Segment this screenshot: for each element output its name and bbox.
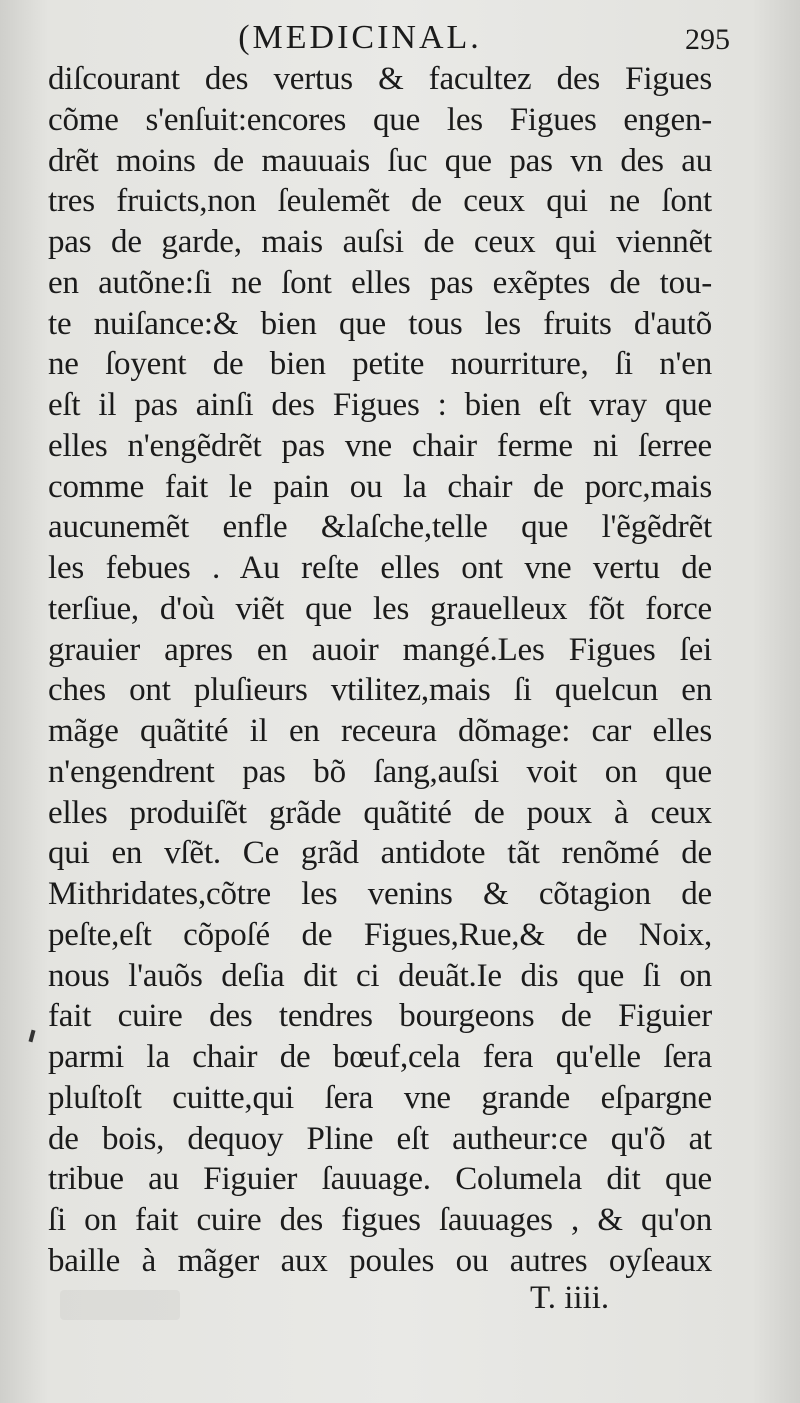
text-line: aucunemẽt enfle &laſche,telle que l'ẽgẽdrẽt <box>48 509 712 546</box>
text-line: Mithridates,cõtre les venins & cõtagion de <box>48 876 712 912</box>
text-line: te nuiſance:& bien que tous les fruits d'autõ <box>48 305 712 342</box>
text-line: terſiue, d'où viẽt que les grauelleux fõt force <box>48 590 712 627</box>
text-line: en autõne:ſi ne ſont elles pas exẽptes de tou- <box>48 264 712 301</box>
text-line: pluſtoſt cuitte,qui ſera vne grande eſpargne <box>48 1079 712 1116</box>
margin-ink-mark <box>29 1030 36 1043</box>
text-line: elles n'engẽdrẽt pas vne chair ferme ni ſerree <box>48 427 712 464</box>
text-line: n'engendrent pas bõ ſang,auſsi voit on que <box>48 753 712 790</box>
text-line: comme fait le pain ou la chair de porc,mais <box>48 468 712 505</box>
text-line: baille à mãger aux poules ou autres oyſeaux <box>48 1242 712 1279</box>
text-line: tribue au Figuier ſauuage. Columela dit que <box>48 1161 712 1198</box>
text-line: ches ont pluſieurs vtilitez,mais ſi quelcun en <box>48 672 712 709</box>
running-head <box>0 14 800 54</box>
text-line: qui en vſẽt. Ce grãd antidote tãt renõmé de <box>48 835 712 872</box>
text-line: grauier apres en auoir mangé.Les Figues ſei <box>48 631 712 668</box>
body-text <box>48 59 712 1282</box>
show-through-smudge <box>60 1290 180 1320</box>
signature-mark: T. iiii. <box>530 1280 610 1316</box>
text-line: cõme s'enſuit:encores que les Figues engen- <box>48 101 712 138</box>
text-line: ſi on fait cuire des figues ſauuages , & qu'on <box>48 1202 712 1238</box>
text-line: pas de garde, mais auſsi de ceux qui viennẽt <box>48 224 712 260</box>
text-line: mãge quãtité il en receura dõmage: car elles <box>48 713 712 749</box>
text-line: ne ſoyent de bien petite nourriture, ſi n'en <box>48 346 712 383</box>
page-number: 295 <box>685 23 730 56</box>
text-line: eſt il pas ainſi des Figues : bien eſt vray que <box>48 387 712 423</box>
text-line: nous l'auõs deſia dit ci deuãt.Ie dis que ſi on <box>48 957 712 994</box>
text-line: peſte,eſt cõpoſé de Figues,Rue,& de Noix, <box>48 916 712 953</box>
running-head-title: (MEDICINAL. <box>238 19 482 56</box>
text-line: diſcourant des vertus & facultez des Figues <box>48 61 712 97</box>
text-line: parmi la chair de bœuf,cela fera qu'elle ſera <box>48 1039 712 1075</box>
text-line: tres fruicts,non ſeulemẽt de ceux qui ne ſont <box>48 183 712 220</box>
text-line: fait cuire des tendres bourgeons de Figuier <box>48 998 712 1035</box>
text-line: de bois, dequoy Pline eſt autheur:ce qu'õ at <box>48 1120 712 1157</box>
text-line: elles produiſẽt grãde quãtité de poux à ceux <box>48 794 712 831</box>
text-line: les febues . Au reſte elles ont vne vertu de <box>48 550 712 586</box>
text-line: drẽt moins de mauuais ſuc que pas vn des au <box>48 142 712 179</box>
